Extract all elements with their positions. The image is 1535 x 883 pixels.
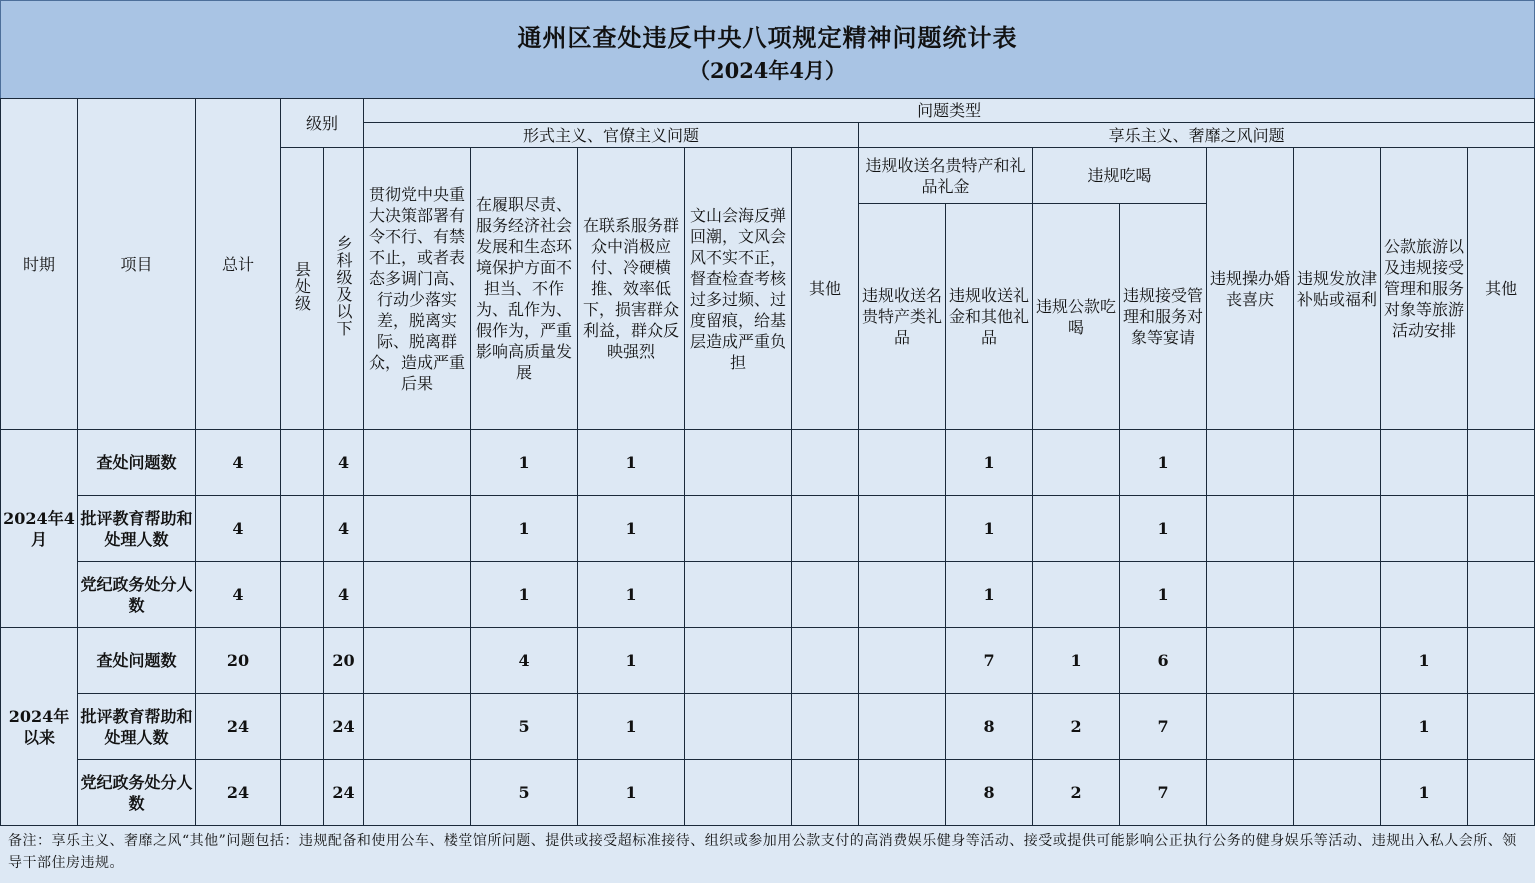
value-cell-d1: 1 bbox=[1033, 628, 1120, 694]
header-gift-group: 违规收送名贵特产和礼品礼金 bbox=[859, 148, 1033, 204]
page-subtitle: （2024年4月） bbox=[688, 58, 847, 83]
title-bar bbox=[0, 0, 1535, 99]
value-cell-total: 24 bbox=[196, 760, 281, 826]
header-formalism-1: 贯彻党中央重大决策部署有令不行、有禁不止，或者表态多调门高、行动少落实差，脱离实际、脱离群众，造成严重后果 bbox=[364, 148, 471, 430]
value-cell-other bbox=[1468, 496, 1535, 562]
header-period: 时期 bbox=[1, 99, 78, 430]
header-dining-public: 违规公款吃喝 bbox=[1033, 204, 1120, 430]
value-cell-g2: 8 bbox=[946, 760, 1033, 826]
value-cell-d2: 1 bbox=[1120, 430, 1207, 496]
value-cell-f3: 1 bbox=[578, 628, 685, 694]
value-cell-township: 24 bbox=[324, 760, 364, 826]
header-gift-money: 违规收送礼金和其他礼品 bbox=[946, 204, 1033, 430]
value-cell-g1 bbox=[859, 496, 946, 562]
value-cell-g2: 1 bbox=[946, 496, 1033, 562]
value-cell-f5 bbox=[792, 496, 859, 562]
table-row bbox=[1, 628, 1535, 694]
value-cell-other bbox=[1468, 430, 1535, 496]
header-travel: 公款旅游以及违规接受管理和服务对象等旅游活动安排 bbox=[1381, 148, 1468, 430]
value-cell-wedding bbox=[1207, 562, 1294, 628]
value-cell-f2: 4 bbox=[471, 628, 578, 694]
value-cell-f3: 1 bbox=[578, 694, 685, 760]
value-cell-travel bbox=[1381, 430, 1468, 496]
value-cell-total: 20 bbox=[196, 628, 281, 694]
value-cell-f2: 1 bbox=[471, 562, 578, 628]
value-cell-f1 bbox=[364, 562, 471, 628]
value-cell-total: 24 bbox=[196, 694, 281, 760]
row-label: 党纪政务处分人数 bbox=[78, 760, 196, 826]
value-cell-total: 4 bbox=[196, 496, 281, 562]
header-formalism: 形式主义、官僚主义问题 bbox=[364, 123, 859, 148]
value-cell-total: 4 bbox=[196, 430, 281, 496]
header-item: 项目 bbox=[78, 99, 196, 430]
value-cell-f5 bbox=[792, 760, 859, 826]
header-dining-group: 违规吃喝 bbox=[1033, 148, 1207, 204]
value-cell-township: 20 bbox=[324, 628, 364, 694]
value-cell-f3: 1 bbox=[578, 430, 685, 496]
value-cell-g1 bbox=[859, 430, 946, 496]
value-cell-f4 bbox=[685, 694, 792, 760]
value-cell-travel bbox=[1381, 496, 1468, 562]
value-cell-d2: 7 bbox=[1120, 760, 1207, 826]
table-row bbox=[1, 496, 1535, 562]
value-cell-d1 bbox=[1033, 430, 1120, 496]
row-label: 党纪政务处分人数 bbox=[78, 562, 196, 628]
header-problem-type: 问题类型 bbox=[364, 99, 1535, 123]
header-level-county: 县处级 bbox=[281, 148, 324, 430]
value-cell-g2: 1 bbox=[946, 430, 1033, 496]
header-gift-specialty: 违规收送名贵特产类礼品 bbox=[859, 204, 946, 430]
value-cell-f3: 1 bbox=[578, 496, 685, 562]
table-row bbox=[1, 694, 1535, 760]
header-level: 级别 bbox=[281, 99, 364, 148]
value-cell-county bbox=[281, 628, 324, 694]
value-cell-f1 bbox=[364, 496, 471, 562]
table-row bbox=[1, 562, 1535, 628]
value-cell-other bbox=[1468, 628, 1535, 694]
value-cell-f3: 1 bbox=[578, 760, 685, 826]
value-cell-g2: 1 bbox=[946, 562, 1033, 628]
value-cell-f5 bbox=[792, 430, 859, 496]
value-cell-g1 bbox=[859, 562, 946, 628]
value-cell-travel: 1 bbox=[1381, 760, 1468, 826]
value-cell-total: 4 bbox=[196, 562, 281, 628]
value-cell-d1: 2 bbox=[1033, 694, 1120, 760]
value-cell-township: 4 bbox=[324, 430, 364, 496]
value-cell-other bbox=[1468, 760, 1535, 826]
value-cell-other bbox=[1468, 694, 1535, 760]
value-cell-g1 bbox=[859, 760, 946, 826]
value-cell-g2: 7 bbox=[946, 628, 1033, 694]
value-cell-travel bbox=[1381, 562, 1468, 628]
value-cell-f5 bbox=[792, 694, 859, 760]
value-cell-f3: 1 bbox=[578, 562, 685, 628]
footnote: 备注：享乐主义、奢靡之风“其他”问题包括：违规配备和使用公车、楼堂馆所问题、提供或接受超标准接待、组织或参加用公款支付的高消费娱乐健身等活动、接受或提供可能影响公正执行公务的健身娱乐等活动、违规出入私人会所、领导干部住房违规。 bbox=[8, 833, 1517, 871]
header-formalism-4: 文山会海反弹回潮，文风会风不实不正，督查检查考核过多过频、过度留痕，给基层造成严重负担 bbox=[685, 148, 792, 430]
value-cell-county bbox=[281, 760, 324, 826]
value-cell-other bbox=[1468, 562, 1535, 628]
value-cell-d1 bbox=[1033, 496, 1120, 562]
header-hedonism: 享乐主义、奢靡之风问题 bbox=[859, 123, 1535, 148]
value-cell-f2: 5 bbox=[471, 760, 578, 826]
value-cell-f1 bbox=[364, 628, 471, 694]
value-cell-d1: 2 bbox=[1033, 760, 1120, 826]
header-wedding: 违规操办婚丧喜庆 bbox=[1207, 148, 1294, 430]
value-cell-township: 4 bbox=[324, 562, 364, 628]
value-cell-f4 bbox=[685, 760, 792, 826]
header-dining-banquet: 违规接受管理和服务对象等宴请 bbox=[1120, 204, 1207, 430]
value-cell-allowance bbox=[1294, 760, 1381, 826]
value-cell-travel: 1 bbox=[1381, 628, 1468, 694]
value-cell-d2: 7 bbox=[1120, 694, 1207, 760]
header-formalism-2: 在履职尽责、服务经济社会发展和生态环境保护方面不担当、不作为、乱作为、假作为，严重影响高质量发展 bbox=[471, 148, 578, 430]
value-cell-allowance bbox=[1294, 628, 1381, 694]
value-cell-township: 24 bbox=[324, 694, 364, 760]
value-cell-county bbox=[281, 694, 324, 760]
value-cell-f2: 1 bbox=[471, 430, 578, 496]
value-cell-wedding bbox=[1207, 430, 1294, 496]
value-cell-county bbox=[281, 430, 324, 496]
table-row bbox=[1, 760, 1535, 826]
value-cell-f5 bbox=[792, 628, 859, 694]
value-cell-f4 bbox=[685, 496, 792, 562]
value-cell-f1 bbox=[364, 694, 471, 760]
row-label: 查处问题数 bbox=[78, 628, 196, 694]
row-label: 批评教育帮助和处理人数 bbox=[78, 694, 196, 760]
value-cell-wedding bbox=[1207, 628, 1294, 694]
value-cell-allowance bbox=[1294, 430, 1381, 496]
value-cell-travel: 1 bbox=[1381, 694, 1468, 760]
value-cell-d2: 1 bbox=[1120, 496, 1207, 562]
value-cell-f4 bbox=[685, 628, 792, 694]
value-cell-allowance bbox=[1294, 694, 1381, 760]
value-cell-allowance bbox=[1294, 562, 1381, 628]
value-cell-g2: 8 bbox=[946, 694, 1033, 760]
value-cell-allowance bbox=[1294, 496, 1381, 562]
value-cell-f2: 1 bbox=[471, 496, 578, 562]
value-cell-wedding bbox=[1207, 694, 1294, 760]
value-cell-f1 bbox=[364, 430, 471, 496]
value-cell-f5 bbox=[792, 562, 859, 628]
value-cell-g1 bbox=[859, 694, 946, 760]
value-cell-wedding bbox=[1207, 760, 1294, 826]
value-cell-wedding bbox=[1207, 496, 1294, 562]
row-label: 批评教育帮助和处理人数 bbox=[78, 496, 196, 562]
value-cell-f4 bbox=[685, 430, 792, 496]
value-cell-f4 bbox=[685, 562, 792, 628]
header-formalism-other: 其他 bbox=[792, 148, 859, 430]
header-total: 总计 bbox=[196, 99, 281, 430]
value-cell-county bbox=[281, 562, 324, 628]
table-row bbox=[1, 430, 1535, 496]
header-formalism-3: 在联系服务群众中消极应付、冷硬横推、效率低下，损害群众利益，群众反映强烈 bbox=[578, 148, 685, 430]
value-cell-d2: 6 bbox=[1120, 628, 1207, 694]
header-allowance: 违规发放津补贴或福利 bbox=[1294, 148, 1381, 430]
value-cell-d2: 1 bbox=[1120, 562, 1207, 628]
value-cell-county bbox=[281, 496, 324, 562]
value-cell-g1 bbox=[859, 628, 946, 694]
value-cell-d1 bbox=[1033, 562, 1120, 628]
header-hedonism-other: 其他 bbox=[1468, 148, 1535, 430]
period-cell: 2024年以来 bbox=[1, 628, 78, 826]
statistics-table bbox=[0, 98, 1535, 826]
page-title: 通州区查处违反中央八项规定精神问题统计表 bbox=[517, 23, 1018, 52]
row-label: 查处问题数 bbox=[78, 430, 196, 496]
period-cell: 2024年4月 bbox=[1, 430, 78, 628]
header-level-township: 乡科级及以下 bbox=[324, 148, 364, 430]
value-cell-township: 4 bbox=[324, 496, 364, 562]
value-cell-f1 bbox=[364, 760, 471, 826]
value-cell-f2: 5 bbox=[471, 694, 578, 760]
